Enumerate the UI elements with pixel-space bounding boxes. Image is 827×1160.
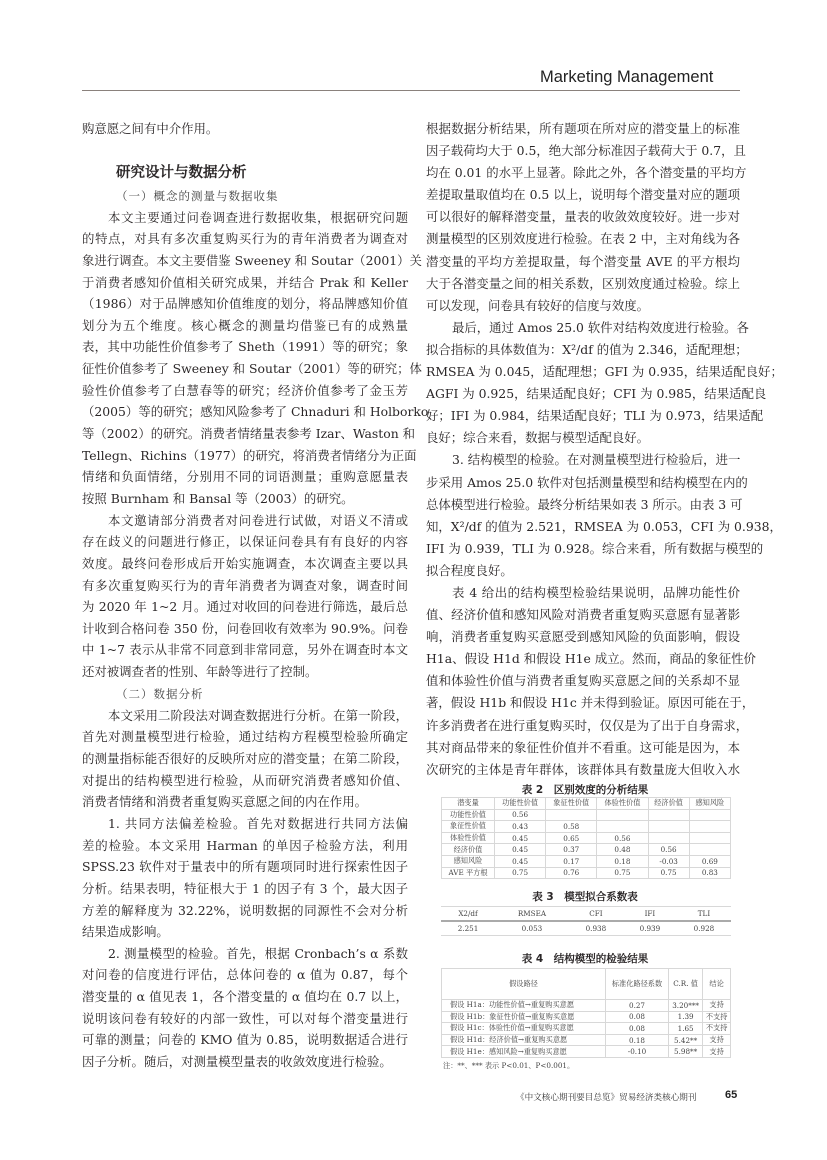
text-line: 分析。结果表明，特征根大于 1 的因子有 3 个，最大因子 bbox=[82, 880, 408, 896]
table-cell bbox=[648, 821, 689, 833]
table-header-row bbox=[441, 907, 731, 922]
text-line: H1a、假设 H1d 和假设 H1e 成立。然而，商品的象征性价 bbox=[426, 651, 756, 667]
text-line: 计收到合格问卷 350 份，问卷回收有效率为 90.9%。问卷 bbox=[82, 620, 408, 636]
table-cell: 0.56 bbox=[495, 809, 546, 821]
text-line: 差的检验。本文采用 Harman 的单因子检验方法，利用 bbox=[82, 837, 408, 853]
paragraph bbox=[426, 449, 782, 582]
column-header: 功能性价值 bbox=[495, 798, 546, 810]
table-cell: 0.69 bbox=[689, 855, 730, 867]
text-line: 著，假设 H1b 和假设 H1c 并未得到验证。原因可能在于， bbox=[426, 695, 755, 711]
table-cell: 5.42** bbox=[669, 1034, 703, 1046]
table-cell: 假设 H1b：象征性价值→重复购买意愿 bbox=[442, 1011, 606, 1023]
text-line: 方差的解释度为 32.22%，说明数据的同源性不会对分析 bbox=[82, 902, 408, 918]
table-cell: 1.39 bbox=[669, 1011, 703, 1023]
table-cell: 0.17 bbox=[546, 855, 597, 867]
paragraph bbox=[82, 510, 408, 683]
table4-structural-model bbox=[441, 968, 731, 1058]
text-line: 按照 Burnham 和 Bansal 等（2003）的研究。 bbox=[82, 490, 354, 506]
table-cell: 支持 bbox=[703, 1034, 731, 1046]
table-cell: 不支持 bbox=[703, 1011, 731, 1023]
table-cell bbox=[597, 821, 648, 833]
text-line: 可以发现，问卷具有较好的信度与效度。 bbox=[426, 297, 650, 313]
table-cell: 0.76 bbox=[546, 867, 597, 879]
text-line: RMSEA 为 0.045，适配理想；GFI 为 0.935，结果适配良好； bbox=[426, 364, 783, 380]
table-cell: 假设 H1d：经济价值→重复购买意愿 bbox=[442, 1034, 606, 1046]
text-line: 还对被调查者的性别、年龄等进行了控制。 bbox=[82, 664, 318, 680]
table-cell: 0.18 bbox=[605, 1034, 668, 1046]
text-line: 2. 测量模型的检验。首先，根据 Cronbach’s α 系数 bbox=[108, 945, 408, 961]
text-line: 等（2002）的研究。消费者情绪量表参考 Izar、Waston 和 bbox=[82, 426, 415, 442]
text-line: 说明该问卷有较好的内部一致性，可以对每个潜变量进行 bbox=[82, 1010, 408, 1026]
text-line: 有多次重复购买行为的青年消费者为调查对象，调查时间 bbox=[82, 577, 408, 593]
text-line: 存在歧义的问题进行修正，以保证问卷具有有良好的内容 bbox=[82, 534, 408, 550]
text-line: 中 1~7 表示从非常不同意到非常同意，另外在调查时本文 bbox=[82, 642, 408, 658]
text-line: 拟合程度良好。 bbox=[426, 562, 513, 578]
text-line: 值、经济价值和感知风险对消费者重复购买意愿有显著影 bbox=[426, 607, 740, 623]
table-cell: 象征性价值 bbox=[442, 821, 495, 833]
text-line: 首先对测量模型进行检验，通过结构方程模型检验所确定 bbox=[82, 729, 408, 745]
text-line: 因子分析。随后，对测量模型量表的收敛效度进行检验。 bbox=[82, 1053, 392, 1069]
table4-title: 表 4 结构模型的检验结果 bbox=[521, 953, 649, 965]
column-header: 感知风险 bbox=[689, 798, 730, 810]
table-cell bbox=[597, 809, 648, 821]
table-cell: 经济价值 bbox=[442, 844, 495, 856]
table-row bbox=[441, 921, 731, 936]
column-header: 象征性价值 bbox=[546, 798, 597, 810]
text-line: 情绪和负面情绪，分别用不同的词语测量；重购意愿量表 bbox=[82, 469, 408, 485]
paragraph bbox=[82, 118, 408, 140]
table-row bbox=[442, 821, 731, 833]
text-line: 根据数据分析结果，所有题项在所对应的潜变量上的标准 bbox=[426, 121, 740, 136]
text-line: 对问卷的信度进行评估，总体问卷的 α 值为 0.87，每个 bbox=[82, 967, 408, 983]
table-header-row bbox=[442, 798, 731, 810]
text-line: 大于各潜变量之间的相关系数，区别效度通过检验。综上 bbox=[426, 275, 740, 291]
table-row bbox=[442, 855, 731, 867]
text-line: 划分为五个维度。核心概念的测量均借鉴已有的成熟量 bbox=[82, 317, 408, 333]
text-line: 步采用 Amos 25.0 软件对包括测量模型和结构模型在内的 bbox=[426, 474, 748, 490]
table-cell bbox=[689, 832, 730, 844]
text-line: 潜变量的 α 值见表 1，各个潜变量的 α 值均在 0.7 以上， bbox=[82, 989, 408, 1005]
table-cell: 假设 H1c：体验性价值→重复购买意愿 bbox=[442, 1023, 606, 1035]
table-cell bbox=[689, 821, 730, 833]
text-line: AGFI 为 0.925，结果适配良好；CFI 为 0.985，结果适配良 bbox=[426, 386, 767, 402]
text-line: 效度。最终问卷形成后开始实施调查，本次调查主要以具 bbox=[82, 555, 408, 571]
table-cell bbox=[689, 809, 730, 821]
text-line: （2005）等的研究；感知风险参考了 Chnaduri 和 Holborko bbox=[82, 404, 429, 420]
table-row bbox=[442, 1011, 731, 1023]
text-line: 本文采用二阶段法对调查数据进行分析。在第一阶段， bbox=[108, 707, 408, 723]
text-line: 验性价值参考了白慧春等的研究；经济价值参考了金玉芳 bbox=[82, 382, 408, 398]
table-cell: 0.83 bbox=[689, 867, 730, 879]
table-row bbox=[442, 1046, 731, 1058]
table-cell: -0.10 bbox=[605, 1046, 668, 1058]
page-number: 65 bbox=[725, 1089, 738, 1101]
text-line: 许多消费者在进行重复购买时，仅仅是为了出于自身需求， bbox=[426, 717, 749, 733]
text-line: 购意愿之间有中介作用。 bbox=[82, 121, 219, 136]
table-cell: 0.56 bbox=[648, 844, 689, 856]
left-column bbox=[82, 118, 429, 1073]
journal-footer: 《中文核心期刊要目总览》贸易经济类核心期刊 bbox=[516, 1093, 697, 1103]
table-cell: 0.48 bbox=[597, 844, 648, 856]
text-line: 表，其中功能性价值参考了 Sheth（1991）等的研究；象 bbox=[82, 339, 408, 355]
table-cell: 0.939 bbox=[623, 921, 677, 936]
table-row bbox=[442, 1034, 731, 1046]
table-cell: 假设 H1a：功能性价值→重复购买意愿 bbox=[442, 1000, 606, 1012]
table-cell: 0.43 bbox=[495, 821, 546, 833]
text-line: 3. 结构模型的检验。在对测量模型进行检验后，进一 bbox=[452, 452, 741, 468]
header-rule bbox=[82, 90, 740, 91]
section-heading: 研究设计与数据分析 bbox=[116, 164, 247, 181]
table-cell: 0.938 bbox=[569, 921, 623, 936]
paragraph bbox=[82, 207, 429, 510]
table3-title: 表 3 模型拟合系数表 bbox=[532, 891, 638, 903]
table2-discriminant-validity bbox=[441, 797, 731, 879]
table-cell: 1.65 bbox=[669, 1023, 703, 1035]
table-header-row bbox=[442, 969, 731, 1000]
column-header: RMSEA bbox=[495, 907, 569, 922]
text-line: 最后，通过 Amos 25.0 软件对结构效度进行检验。各 bbox=[452, 319, 749, 335]
table-cell: 0.928 bbox=[677, 921, 731, 936]
table-cell: 5.98** bbox=[669, 1046, 703, 1058]
table-cell: 体验性价值 bbox=[442, 832, 495, 844]
paragraph bbox=[426, 317, 783, 450]
text-line: 拟合指标的具体数值为：X²/df 的值为 2.346，适配理想； bbox=[426, 341, 748, 357]
table-cell: 0.45 bbox=[495, 844, 546, 856]
table-cell: 0.08 bbox=[605, 1011, 668, 1023]
text-line: 良好；综合来看，数据与模型适配良好。 bbox=[426, 430, 650, 446]
table-cell: 0.65 bbox=[546, 832, 597, 844]
table-row bbox=[442, 809, 731, 821]
table-cell: 功能性价值 bbox=[442, 809, 495, 821]
column-header: C.R. 值 bbox=[669, 969, 703, 1000]
column-header: CFI bbox=[569, 907, 623, 922]
text-line: 因子载荷均大于 0.5，绝大部分标准因子载荷大于 0.7，且 bbox=[426, 143, 746, 159]
table-cell bbox=[648, 832, 689, 844]
text-line: 差提取量取值均在 0.5 以上，说明每个潜变量对应的题项 bbox=[426, 187, 740, 203]
text-line: 值和体验性价值与消费者重复购买意愿之间的关系却不显 bbox=[426, 673, 740, 689]
text-line: 可靠的测量；问卷的 KMO 值为 0.85，说明数据适合进行 bbox=[82, 1032, 408, 1048]
text-line: Tellegn、Richins（1977）的研究，将消费者情绪分为正面 bbox=[82, 447, 417, 463]
column-header: 潜变量 bbox=[442, 798, 495, 810]
text-line: （1986）对于品牌感知价值维度的划分，将品牌感知价值 bbox=[82, 296, 408, 312]
table2-title: 表 2 区别效度的分析结果 bbox=[521, 784, 649, 796]
table-cell: 0.58 bbox=[546, 821, 597, 833]
text-line: SPSS.23 软件对于量表中的所有题项同时进行探索性因子 bbox=[82, 859, 408, 875]
table-cell: 0.56 bbox=[597, 832, 648, 844]
text-line: 消费者情绪和消费者重复购买意愿之间的内在作用。 bbox=[82, 794, 367, 810]
text-line: IFI 为 0.939，TLI 为 0.928。综合来看，所有数据与模型的 bbox=[426, 540, 764, 556]
text-line: 测量模型的区别效度进行检验。在表 2 中，主对角线为各 bbox=[426, 231, 740, 247]
column-header: TLI bbox=[677, 907, 731, 922]
text-line: 响，消费者重复购买意愿受到感知风险的负面影响，假设 bbox=[426, 629, 740, 645]
table-cell: 2.251 bbox=[441, 921, 495, 936]
column-header: 经济价值 bbox=[648, 798, 689, 810]
table-cell: 0.37 bbox=[546, 844, 597, 856]
table-cell: 支持 bbox=[703, 1000, 731, 1012]
text-line: 潜变量的平均方差提取量，每个潜变量 AVE 的平方根均 bbox=[426, 253, 740, 269]
column-header: X2/df bbox=[441, 907, 495, 922]
paragraph bbox=[82, 943, 408, 1073]
table-cell bbox=[689, 844, 730, 856]
paragraph bbox=[82, 813, 408, 943]
text-line: 均在 0.01 的水平上显著。除此之外，各个潜变量的平均方 bbox=[426, 165, 747, 181]
text-line: 好；IFI 为 0.984，结果适配良好；TLI 为 0.973，结果适配 bbox=[426, 408, 764, 424]
text-line: 其对商品带来的象征性价值并不看重。这可能是因为，本 bbox=[426, 739, 740, 755]
text-line: 次研究的主体是青年群体，该群体具有数量庞大但收入水 bbox=[426, 761, 740, 777]
table3-model-fit bbox=[441, 906, 731, 936]
table-cell: -0.03 bbox=[648, 855, 689, 867]
subsection-heading: （一）概念的测量与数据收集 bbox=[116, 188, 279, 203]
table-cell: 感知风险 bbox=[442, 855, 495, 867]
text-line: 本文主要通过问卷调查进行数据收集，根据研究问题 bbox=[108, 209, 408, 225]
subsection-heading: （二）数据分析 bbox=[116, 686, 204, 701]
text-line: 象进行调查。本文主要借鉴 Sweeney 和 Soutar（2001）关 bbox=[82, 252, 422, 268]
table-cell: 0.053 bbox=[495, 921, 569, 936]
text-line: 于消费者感知价值相关研究成果，并结合 Prak 和 Keller bbox=[82, 274, 408, 290]
text-line: 表 4 给出的结构模型检验结果说明，品牌功能性价 bbox=[452, 584, 740, 600]
text-line: 可以很好的解释潜变量，量表的收敛效度较好。进一步对 bbox=[426, 209, 740, 225]
table-cell: 假设 H1e：感知风险→重复购买意愿 bbox=[442, 1046, 606, 1058]
table-cell: 0.18 bbox=[597, 855, 648, 867]
table-row bbox=[442, 1023, 731, 1035]
right-column bbox=[426, 118, 783, 781]
table-cell bbox=[546, 809, 597, 821]
running-title: Marketing Management bbox=[540, 68, 714, 86]
column-header: 假设路径 bbox=[442, 969, 606, 1000]
table-cell: AVE 平方根 bbox=[442, 867, 495, 879]
table-row bbox=[442, 1000, 731, 1012]
table-cell: 不支持 bbox=[703, 1023, 731, 1035]
text-line: 本文邀请部分消费者对问卷进行试做，对语义不清或 bbox=[108, 512, 408, 528]
column-header: IFI bbox=[623, 907, 677, 922]
text-line: 对提出的结构模型进行检验，从而研究消费者感知价值、 bbox=[82, 772, 408, 788]
column-header: 标准化路径系数 bbox=[605, 969, 668, 1000]
table-row bbox=[442, 832, 731, 844]
table-row bbox=[442, 867, 731, 879]
text-line: 总体模型进行检验。最终分析结果如表 3 所示。由表 3 可 bbox=[426, 496, 743, 512]
paragraph bbox=[82, 705, 408, 813]
table-cell: 0.75 bbox=[597, 867, 648, 879]
table-cell: 0.75 bbox=[495, 867, 546, 879]
table-cell: 0.45 bbox=[495, 832, 546, 844]
column-header: 结论 bbox=[703, 969, 731, 1000]
table-cell: 3.20*** bbox=[669, 1000, 703, 1012]
text-line: 的测量指标能否很好的反映所对应的潜变量；在第二阶段， bbox=[82, 751, 408, 767]
table-cell: 0.27 bbox=[605, 1000, 668, 1012]
text-line: 征性价值参考了 Sweeney 和 Soutar（2001）等的研究；体 bbox=[82, 361, 422, 377]
text-line: 知，X²/df 的值为 2.521，RMSEA 为 0.053，CFI 为 0.938， bbox=[426, 518, 782, 534]
table-cell: 支持 bbox=[703, 1046, 731, 1058]
text-line: 的特点，对具有多次重复购买行为的青年消费者为调查对 bbox=[82, 231, 408, 247]
column-header: 体验性价值 bbox=[597, 798, 648, 810]
table-cell: 0.75 bbox=[648, 867, 689, 879]
table-cell bbox=[648, 809, 689, 821]
table-row bbox=[442, 844, 731, 856]
text-line: 为 2020 年 1~2 月。通过对收回的问卷进行筛选，最后总 bbox=[82, 599, 408, 615]
paragraph bbox=[426, 582, 756, 781]
paragraph bbox=[426, 118, 747, 317]
table-cell: 0.08 bbox=[605, 1023, 668, 1035]
table4-note: 注：**、*** 表示 P<0.01、P<0.001。 bbox=[443, 1061, 575, 1070]
table-cell: 0.45 bbox=[495, 855, 546, 867]
text-line: 1. 共同方法偏差检验。首先对数据进行共同方法偏 bbox=[108, 815, 408, 831]
text-line: 结果造成影响。 bbox=[82, 924, 169, 940]
